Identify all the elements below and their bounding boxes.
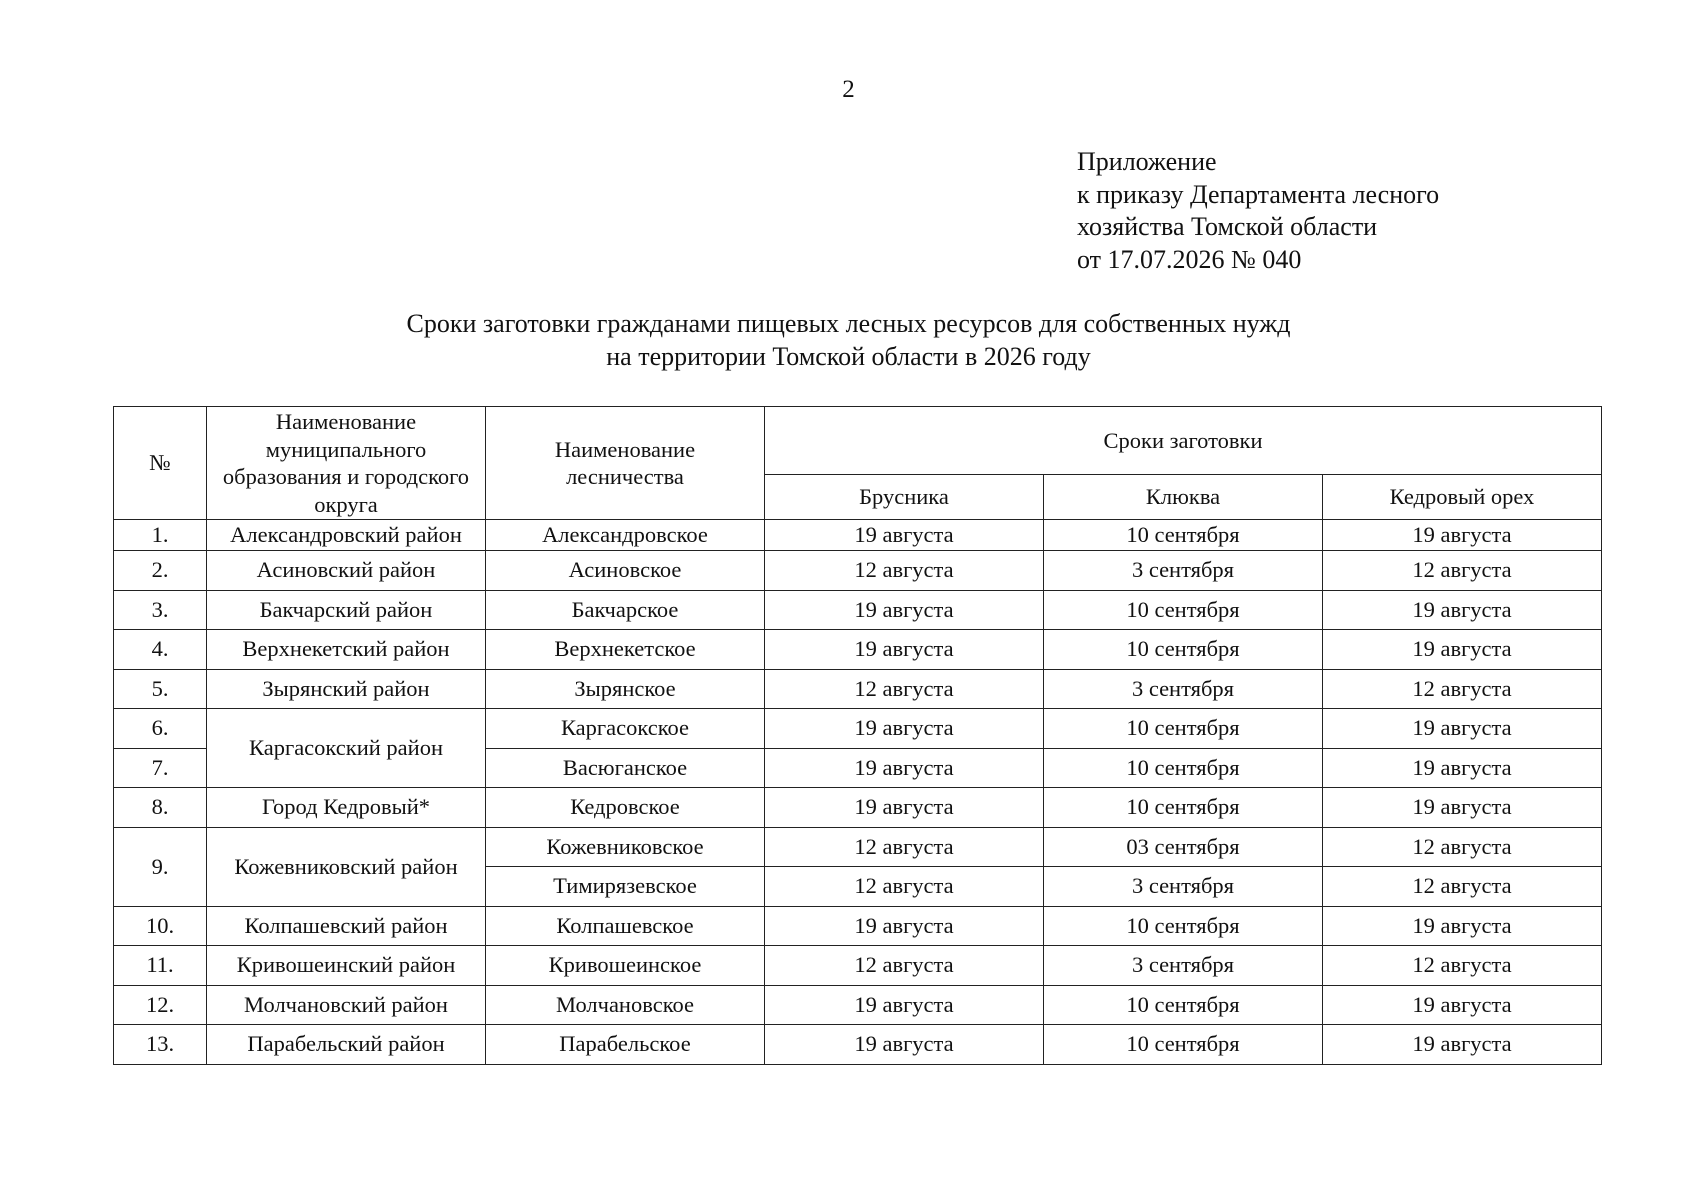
cell-municipality: Зырянский район	[207, 669, 486, 709]
cell-lingonberry: 19 августа	[765, 748, 1044, 788]
cell-lingonberry: 19 августа	[765, 906, 1044, 946]
appendix-line: от 17.07.2026 № 040	[1077, 244, 1302, 274]
cell-num: 7.	[114, 748, 207, 788]
cell-num: 5.	[114, 669, 207, 709]
appendix-line: Приложение	[1077, 147, 1217, 176]
table-row	[114, 590, 1602, 630]
cell-lingonberry: 19 августа	[765, 985, 1044, 1025]
table-row	[114, 946, 1602, 986]
cell-num: 6.	[114, 709, 207, 749]
cell-cranberry: 10 сентября	[1044, 630, 1323, 670]
cell-lingonberry: 12 августа	[765, 551, 1044, 591]
cell-municipality: Парабельский район	[207, 1025, 486, 1065]
cell-forestry: Кедровское	[486, 788, 765, 828]
cell-cedar-nut: 19 августа	[1323, 630, 1602, 670]
cell-cedar-nut: 19 августа	[1323, 709, 1602, 749]
cell-lingonberry: 19 августа	[765, 788, 1044, 828]
cell-num: 1.	[114, 520, 207, 551]
cell-cedar-nut: 19 августа	[1323, 985, 1602, 1025]
appendix-block	[1077, 146, 1439, 276]
header-num: №	[114, 407, 207, 520]
header-period: Сроки заготовки	[765, 407, 1602, 475]
appendix-line: к приказу Департамента лесного	[1077, 179, 1440, 209]
cell-forestry: Верхнекетское	[486, 630, 765, 670]
cell-cedar-nut: 19 августа	[1323, 788, 1602, 828]
cell-forestry: Бакчарское	[486, 590, 765, 630]
cell-municipality: Бакчарский район	[207, 590, 486, 630]
cell-forestry: Колпашевское	[486, 906, 765, 946]
table-row	[114, 985, 1602, 1025]
table-row	[114, 1025, 1602, 1065]
cell-cranberry: 3 сентября	[1044, 551, 1323, 591]
cell-forestry: Васюганское	[486, 748, 765, 788]
table-row	[114, 709, 1602, 749]
cell-cranberry: 10 сентября	[1044, 1025, 1323, 1065]
table-row	[114, 788, 1602, 828]
cell-municipality: Александровский район	[207, 520, 486, 551]
cell-cranberry: 3 сентября	[1044, 946, 1323, 986]
cell-forestry: Зырянское	[486, 669, 765, 709]
cell-lingonberry: 12 августа	[765, 669, 1044, 709]
cell-forestry: Асиновское	[486, 551, 765, 591]
cell-lingonberry: 19 августа	[765, 709, 1044, 749]
title-line-2: на территории Томской области в 2026 году	[606, 342, 1091, 371]
cell-cedar-nut: 19 августа	[1323, 906, 1602, 946]
cell-municipality: Город Кедровый*	[207, 788, 486, 828]
title-line-1: Сроки заготовки гражданами пищевых лесных ресурсов для собственных нужд	[406, 309, 1291, 338]
cell-num: 8.	[114, 788, 207, 828]
header-cranberry: Клюква	[1044, 475, 1323, 520]
cell-municipality: Асиновский район	[207, 551, 486, 591]
cell-cedar-nut: 19 августа	[1323, 1025, 1602, 1065]
cell-cedar-nut: 19 августа	[1323, 590, 1602, 630]
cell-cedar-nut: 19 августа	[1323, 520, 1602, 551]
cell-cranberry: 10 сентября	[1044, 748, 1323, 788]
table-row	[114, 827, 1602, 867]
cell-forestry: Парабельское	[486, 1025, 765, 1065]
cell-forestry: Александровское	[486, 520, 765, 551]
cell-num: 9.	[114, 827, 207, 906]
cell-num: 10.	[114, 906, 207, 946]
cell-municipality: Колпашевский район	[207, 906, 486, 946]
cell-cranberry: 3 сентября	[1044, 669, 1323, 709]
cell-cedar-nut: 12 августа	[1323, 946, 1602, 986]
table-row	[114, 520, 1602, 551]
cell-lingonberry: 19 августа	[765, 630, 1044, 670]
cell-cranberry: 10 сентября	[1044, 590, 1323, 630]
cell-cranberry: 03 сентября	[1044, 827, 1323, 867]
cell-municipality: Верхнекетский район	[207, 630, 486, 670]
cell-cranberry: 10 сентября	[1044, 709, 1323, 749]
header-forestry: Наименование лесничества	[486, 407, 765, 520]
header-lingonberry: Брусника	[765, 475, 1044, 520]
header-municipality: Наименование муниципального образования и городского округа	[207, 407, 486, 520]
table-row	[114, 551, 1602, 591]
cell-cranberry: 10 сентября	[1044, 906, 1323, 946]
cell-cranberry: 10 сентября	[1044, 520, 1323, 551]
cell-municipality: Кривошеинский район	[207, 946, 486, 986]
cell-forestry: Каргасокское	[486, 709, 765, 749]
document-title	[0, 307, 1697, 373]
cell-forestry: Тимирязевское	[486, 867, 765, 907]
page-number: 2	[842, 76, 855, 103]
cell-municipality: Молчановский район	[207, 985, 486, 1025]
cell-lingonberry: 12 августа	[765, 827, 1044, 867]
cell-lingonberry: 12 августа	[765, 946, 1044, 986]
harvest-schedule-table	[113, 406, 1602, 1065]
cell-num: 4.	[114, 630, 207, 670]
cell-cedar-nut: 19 августа	[1323, 748, 1602, 788]
appendix-line: хозяйства Томской области	[1077, 212, 1378, 241]
cell-cranberry: 3 сентября	[1044, 867, 1323, 907]
cell-cranberry: 10 сентября	[1044, 985, 1323, 1025]
header-cedar-nut: Кедровый орех	[1323, 475, 1602, 520]
cell-lingonberry: 19 августа	[765, 520, 1044, 551]
cell-municipality: Каргасокский район	[207, 709, 486, 788]
cell-cedar-nut: 12 августа	[1323, 867, 1602, 907]
cell-cranberry: 10 сентября	[1044, 788, 1323, 828]
cell-num: 13.	[114, 1025, 207, 1065]
table-row	[114, 906, 1602, 946]
cell-num: 12.	[114, 985, 207, 1025]
cell-forestry: Кожевниковское	[486, 827, 765, 867]
cell-num: 3.	[114, 590, 207, 630]
cell-forestry: Молчановское	[486, 985, 765, 1025]
table-row	[114, 669, 1602, 709]
cell-lingonberry: 19 августа	[765, 1025, 1044, 1065]
cell-num: 2.	[114, 551, 207, 591]
cell-lingonberry: 12 августа	[765, 867, 1044, 907]
cell-lingonberry: 19 августа	[765, 590, 1044, 630]
cell-municipality: Кожевниковский район	[207, 827, 486, 906]
cell-forestry: Кривошеинское	[486, 946, 765, 986]
cell-num: 11.	[114, 946, 207, 986]
cell-cedar-nut: 12 августа	[1323, 551, 1602, 591]
cell-cedar-nut: 12 августа	[1323, 669, 1602, 709]
cell-cedar-nut: 12 августа	[1323, 827, 1602, 867]
table-row	[114, 630, 1602, 670]
